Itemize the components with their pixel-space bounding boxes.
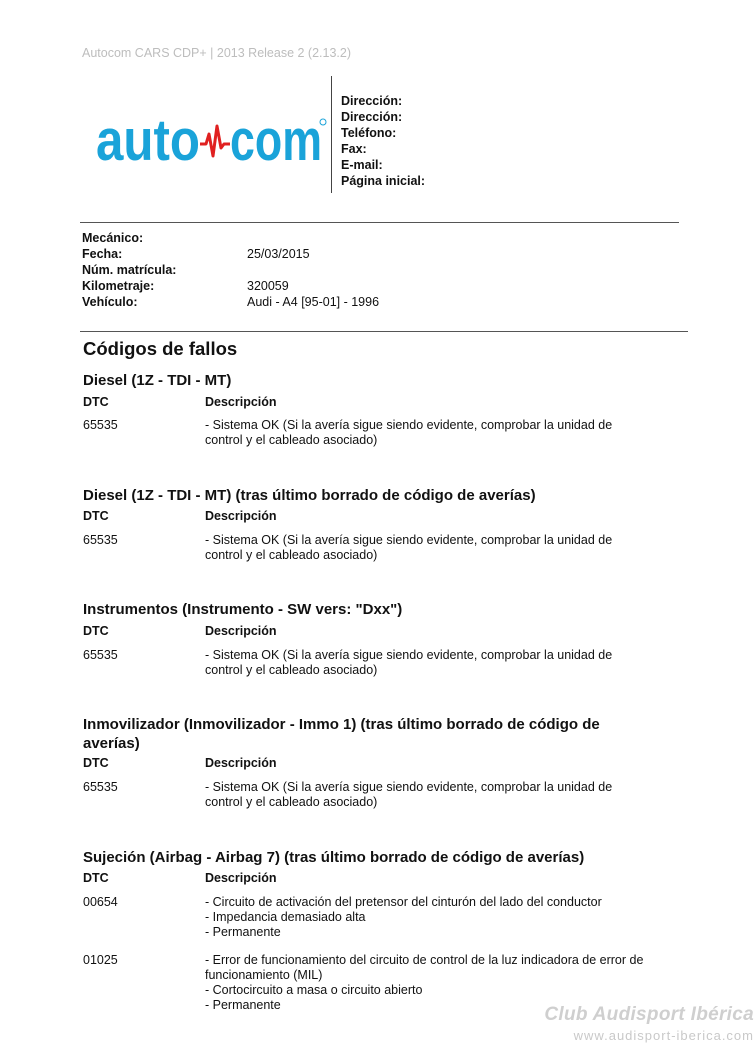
description-column-header: Descripción [205, 624, 277, 638]
description-line: - Sistema OK (Si la avería sigue siendo evidente, comprobar la unidad de [205, 780, 613, 794]
description-line: - Impedancia demasiado alta [205, 910, 366, 924]
dtc-column-header: DTC [83, 756, 109, 770]
description-line: control y el cableado asociado) [205, 433, 378, 447]
vehicle-label: Vehículo: [82, 295, 138, 309]
contact-address2-label: Dirección: [341, 110, 403, 124]
description-line: - Error de funcionamiento del circuito de control de la luz indicadora de error de [205, 953, 644, 967]
description-line: - Sistema OK (Si la avería sigue siendo evidente, comprobar la unidad de [205, 648, 613, 662]
description-column-header: Descripción [205, 871, 277, 885]
description-column-header: Descripción [205, 395, 277, 409]
description-line: - Cortocircuito a masa o circuito abierto [205, 983, 423, 997]
watermark-url: www.audisport-iberica.com [573, 1028, 754, 1043]
dtc-column-header: DTC [83, 509, 109, 523]
dtc-code: 65535 [83, 418, 118, 432]
section-title: Sujeción (Airbag - Airbag 7) (tras último borrado de código de averías) [83, 849, 585, 866]
mileage-label: Kilometraje: [82, 279, 155, 293]
description-line: control y el cableado asociado) [205, 795, 378, 809]
dtc-code: 65535 [83, 648, 118, 662]
section-title: Instrumentos (Instrumento - SW vers: "Dxx") [83, 601, 403, 618]
section-title: Diesel (1Z - TDI - MT) (tras último borrado de código de averías) [83, 487, 536, 504]
mileage-value: 320059 [247, 279, 289, 293]
dtc-column-header: DTC [83, 395, 109, 409]
plate-label: Núm. matrícula: [82, 263, 177, 277]
contact-block [341, 93, 425, 189]
description-line: - Sistema OK (Si la avería sigue siendo evidente, comprobar la unidad de [205, 533, 613, 547]
autocom-logo-graphic [96, 108, 328, 168]
app-version-header: Autocom CARS CDP+ | 2013 Release 2 (2.13.2) [82, 46, 352, 60]
contact-fax-label: Fax: [341, 142, 367, 156]
contact-address-label: Dirección: [341, 94, 403, 108]
logo-text-left: auto [96, 108, 200, 168]
contact-email-label: E-mail: [341, 158, 383, 172]
dtc-description [205, 533, 685, 563]
dtc-code: 01025 [83, 953, 118, 967]
dtc-description [205, 895, 685, 940]
description-line: - Sistema OK (Si la avería sigue siendo evidente, comprobar la unidad de [205, 418, 613, 432]
dtc-description [205, 418, 685, 448]
description-line: - Permanente [205, 925, 281, 939]
logo-pulse-icon [200, 126, 230, 156]
info-bottom-rule [80, 331, 688, 332]
section-title: Inmovilizador (Inmovilizador - Immo 1) (tras último borrado de código de averías) [83, 716, 600, 752]
dtc-code: 65535 [83, 780, 118, 794]
description-line: - Circuito de activación del pretensor del cinturón del lado del conductor [205, 895, 602, 909]
description-line: - Permanente [205, 998, 281, 1012]
fault-codes-title: Códigos de fallos [83, 338, 238, 359]
logo-text-right: com [230, 108, 322, 168]
vehicle-value: Audi - A4 [95-01] - 1996 [247, 295, 380, 309]
dtc-code: 00654 [83, 895, 118, 909]
info-top-rule [80, 222, 679, 223]
watermark-title: Club Audisport Ibérica [544, 1004, 754, 1025]
description-column-header: Descripción [205, 756, 277, 770]
dtc-column-header: DTC [83, 624, 109, 638]
dtc-code: 65535 [83, 533, 118, 547]
dtc-description [205, 648, 685, 678]
description-line: control y el cableado asociado) [205, 548, 378, 562]
club-watermark [544, 1004, 754, 1043]
description-line: funcionamiento (MIL) [205, 968, 323, 982]
contact-phone-label: Teléfono: [341, 126, 397, 140]
header-divider [331, 76, 332, 193]
autocom-logo [96, 108, 328, 168]
dtc-column-header: DTC [83, 871, 109, 885]
description-column-header: Descripción [205, 509, 277, 523]
contact-homepage-label: Página inicial: [341, 174, 426, 188]
date-value: 25/03/2015 [247, 247, 310, 261]
mechanic-label: Mecánico: [82, 231, 144, 245]
section-title: Diesel (1Z - TDI - MT) [83, 372, 232, 389]
dtc-description [205, 780, 685, 810]
date-label: Fecha: [82, 247, 123, 261]
description-line: control y el cableado asociado) [205, 663, 378, 677]
